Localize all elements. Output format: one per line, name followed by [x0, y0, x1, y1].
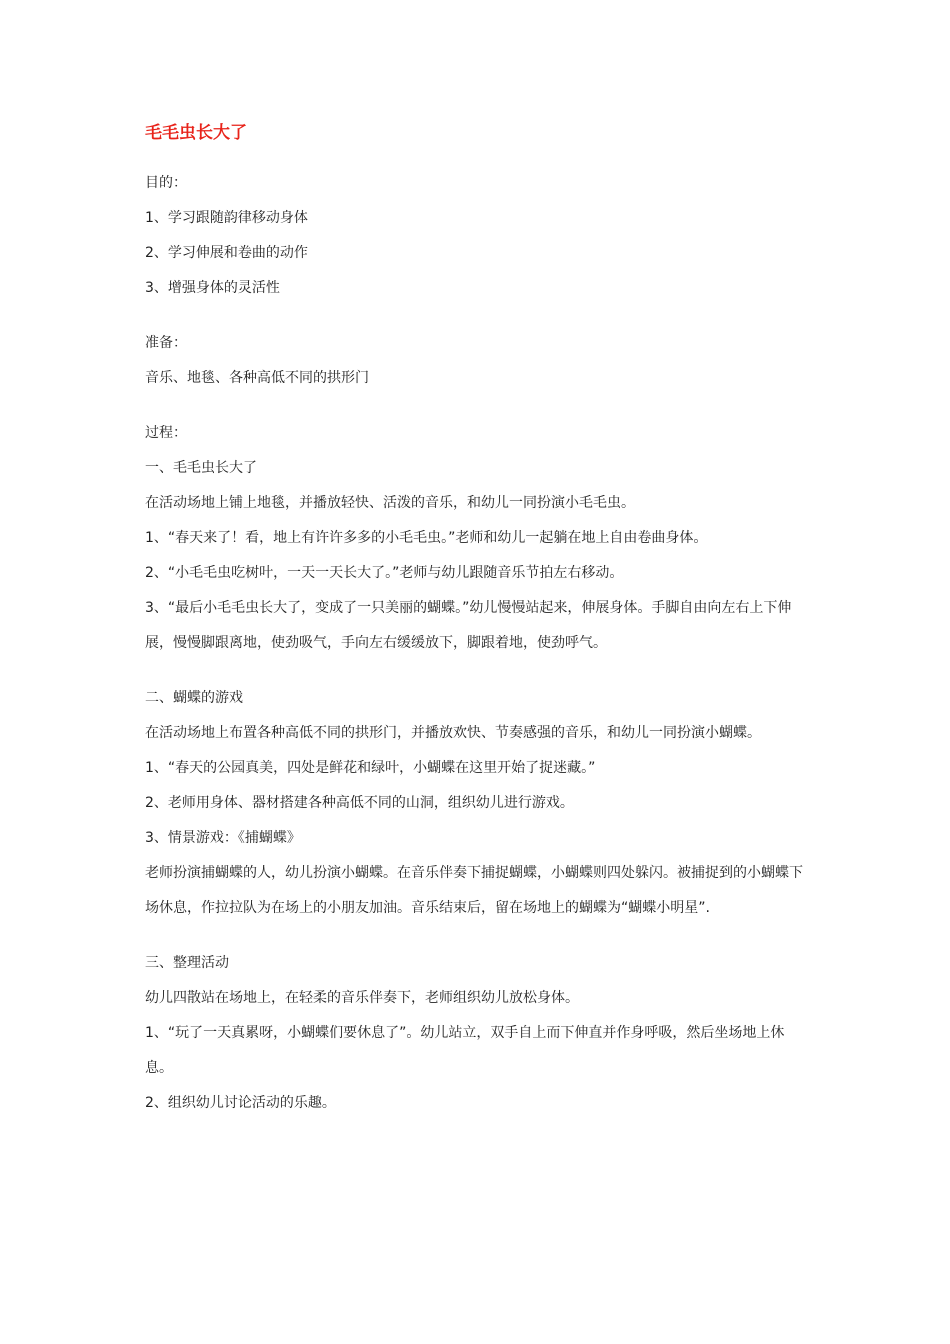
- prep-heading: 准备：: [145, 335, 187, 351]
- part-step: 2、“小毛毛虫吃树叶，一天一天长大了。”老师与幼儿跟随音乐节拍左右移动。: [145, 565, 624, 581]
- goal-item: 3、增强身体的灵活性: [145, 280, 280, 296]
- part-step: 3、情景游戏：《捕蝴蝶》: [145, 830, 301, 846]
- goal-heading: 目的：: [145, 175, 187, 191]
- process-part-3: [145, 946, 810, 1121]
- part-step: 1、“玩了一天真累呀，小蝴蝶们要休息了”。幼儿站立，双手自上而下伸直并作身呼吸，然后坐场地上休息。: [145, 1025, 785, 1076]
- document-page: [145, 120, 810, 1121]
- part-intro: 在活动场地上铺上地毯，并播放轻快、活泼的音乐，和幼儿一同扮演小毛毛虫。: [145, 495, 635, 511]
- process-part-2: [145, 681, 810, 926]
- goal-item: 1、学习跟随韵律移动身体: [145, 210, 308, 226]
- game-description: 老师扮演捕蝴蝶的人，幼儿扮演小蝴蝶。在音乐伴奏下捕捉蝴蝶，小蝴蝶则四处躲闪。被捕捉到的小蝴蝶下场休息，作拉拉队为在场上的小朋友加油。音乐结束后，留在场地上的蝴蝶为“蝴蝶小明星”.: [145, 865, 803, 916]
- part-step: 3、“最后小毛毛虫长大了，变成了一只美丽的蝴蝶。”幼儿慢慢站起来，伸展身体。手脚自由向左右上下伸展，慢慢脚跟离地，使劲吸气，手向左右缓缓放下，脚跟着地，使劲呼气。: [145, 600, 792, 651]
- goal-section: [145, 166, 810, 306]
- process-part-1: [145, 451, 810, 661]
- part-step: 1、“春天的公园真美，四处是鲜花和绿叶，小蝴蝶在这里开始了捉迷藏。”: [145, 760, 596, 776]
- goal-item: 2、学习伸展和卷曲的动作: [145, 245, 308, 261]
- document-title: 毛毛虫长大了: [145, 123, 247, 143]
- process-section: [145, 416, 810, 1121]
- part-step: 2、组织幼儿讨论活动的乐趣。: [145, 1095, 336, 1111]
- prep-section: [145, 326, 810, 396]
- part-heading: 二、蝴蝶的游戏: [145, 690, 243, 706]
- part-intro: 在活动场地上布置各种高低不同的拱形门，并播放欢快、节奏感强的音乐，和幼儿一同扮演小蝴蝶。: [145, 725, 761, 741]
- part-intro: 幼儿四散站在场地上，在轻柔的音乐伴奏下，老师组织幼儿放松身体。: [145, 990, 579, 1006]
- part-heading: 一、毛毛虫长大了: [145, 460, 257, 476]
- prep-text: 音乐、地毯、各种高低不同的拱形门: [145, 370, 369, 386]
- part-step: 1、“春天来了！看，地上有许许多多的小毛毛虫。”老师和幼儿一起躺在地上自由卷曲身体。: [145, 530, 708, 546]
- process-heading: 过程：: [145, 425, 187, 441]
- part-step: 2、老师用身体、器材搭建各种高低不同的山洞，组织幼儿进行游戏。: [145, 795, 574, 811]
- part-heading: 三、整理活动: [145, 955, 229, 971]
